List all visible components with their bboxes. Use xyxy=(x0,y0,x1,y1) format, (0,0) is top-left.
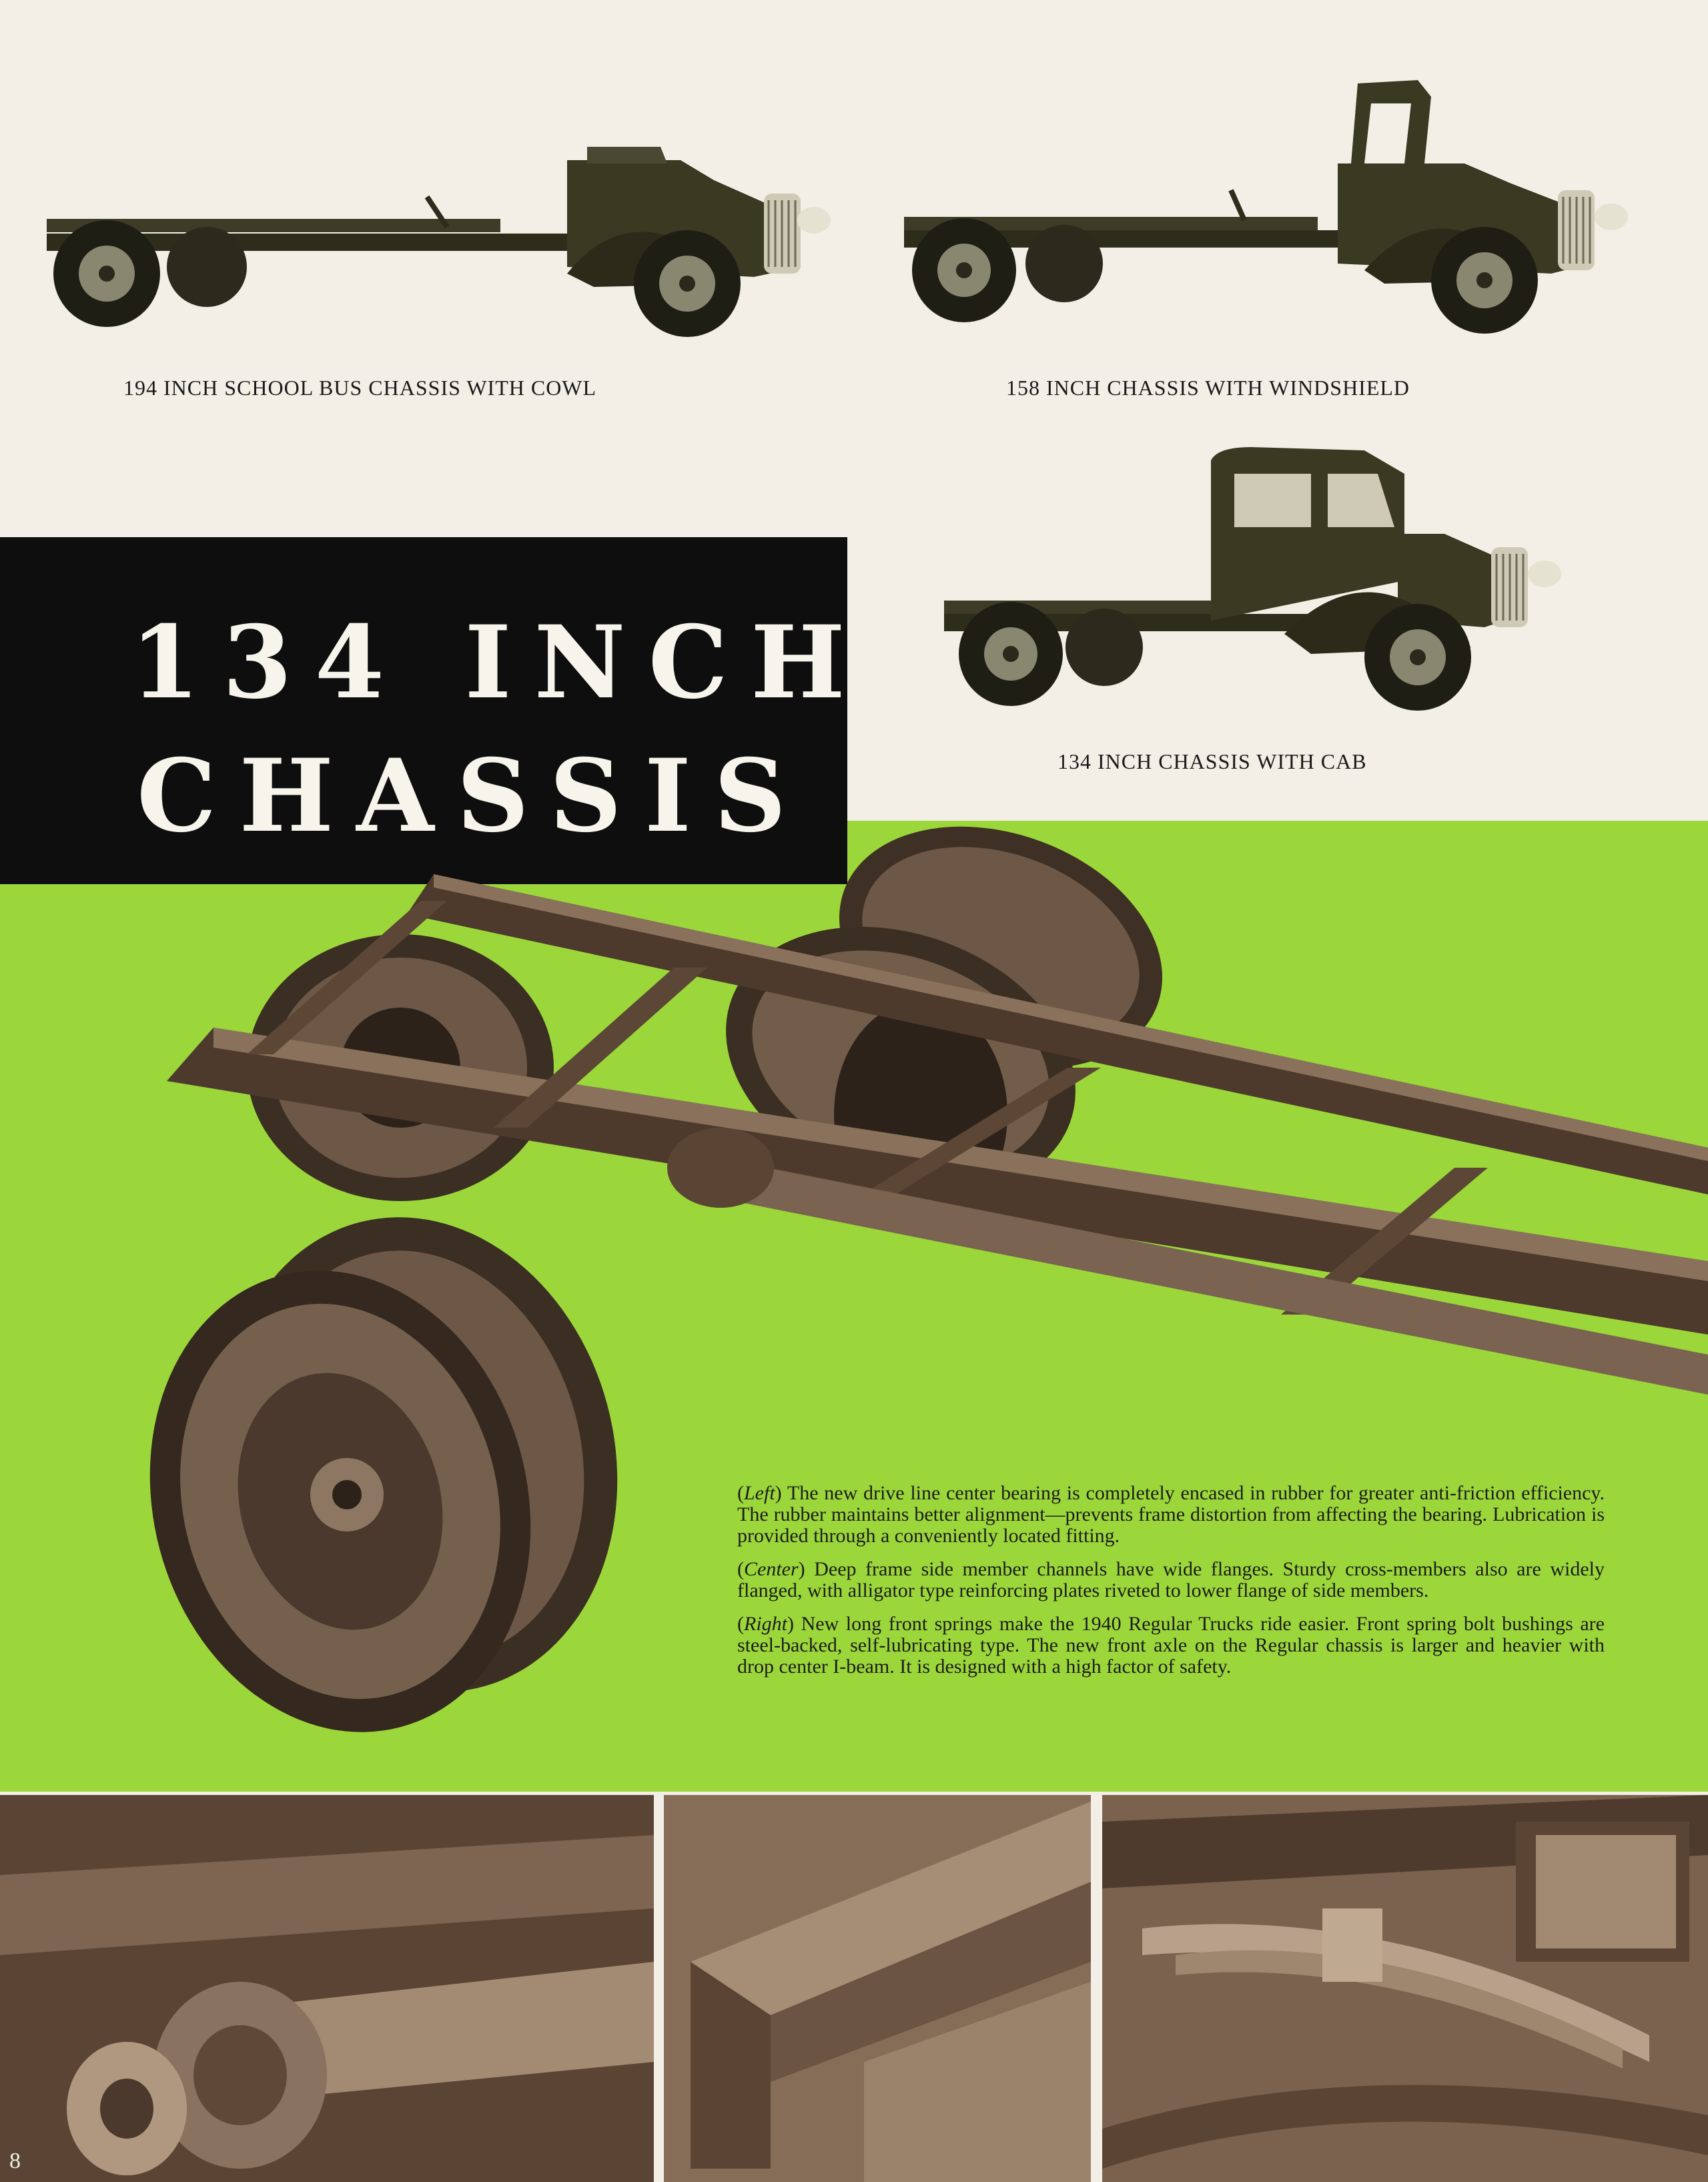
left-paragraph: (Left) The new drive line center bearing is completely encased in rubber for greater anti-friction efficiency. The rubber maintains better alignment—prevents frame distortion from affecting the bearing. Lubrication is provided through a conveniently located fitting. xyxy=(737,1482,1605,1547)
cab-chassis-image xyxy=(937,447,1591,734)
left-text: The new drive line center bearing is completely encased in rubber for greater anti-friction efficiency. The rubber maintains better alignment—prevents frame distortion from affecting the bearing. Lubrication is provided through a conveniently located fitting. xyxy=(737,1482,1605,1547)
drive-line-bearing-photo xyxy=(0,1795,654,2182)
front-spring-photo xyxy=(1102,1795,1708,2182)
left-label: Left xyxy=(744,1482,775,1504)
center-text: Deep frame side member channels have wide flanges. Sturdy cross-members also are widely flanged, with alligator type reinforcing plates riveted to lower flange of side members. xyxy=(737,1558,1605,1601)
right-paragraph: (Right) New long front springs make the 1940 Regular Trucks ride easier. Front spring bolt bushings are steel-backed, self-lubricating type. The new front axle on the Regular chassis is larger and heavier with drop center I-beam. It is designed with a high factor of safety. xyxy=(737,1613,1605,1678)
school-bus-chassis-image xyxy=(20,133,847,347)
title-line-1: 134 INCH xyxy=(130,604,868,721)
right-text: New long front springs make the 1940 Regular Trucks ride easier. Front spring bolt bushings are steel-backed, self-lubricating type. The new front axle on the Regular chassis is larger and heavier with drop center I-beam. It is designed with a high factor of safety. xyxy=(737,1613,1605,1678)
center-label: Center xyxy=(744,1558,799,1580)
center-paragraph: (Center) Deep frame side member channels have wide flanges. Sturdy cross-members also are widely flanged, with alligator type reinforcing plates riveted to lower flange of side members. xyxy=(737,1558,1605,1601)
frame-crossmember-photo xyxy=(664,1795,1091,2182)
cab-caption: 134 INCH CHASSIS WITH CAB xyxy=(1057,749,1367,773)
school-bus-caption: 194 INCH SCHOOL BUS CHASSIS WITH COWL xyxy=(123,376,597,400)
windshield-chassis-image xyxy=(897,77,1651,344)
description-text xyxy=(737,1483,1605,1690)
windshield-caption: 158 INCH CHASSIS WITH WINDSHIELD xyxy=(1006,376,1410,400)
title-line-2: CHASSIS xyxy=(137,737,809,855)
right-label: Right xyxy=(744,1613,787,1635)
page-number: 8 xyxy=(9,2149,21,2173)
